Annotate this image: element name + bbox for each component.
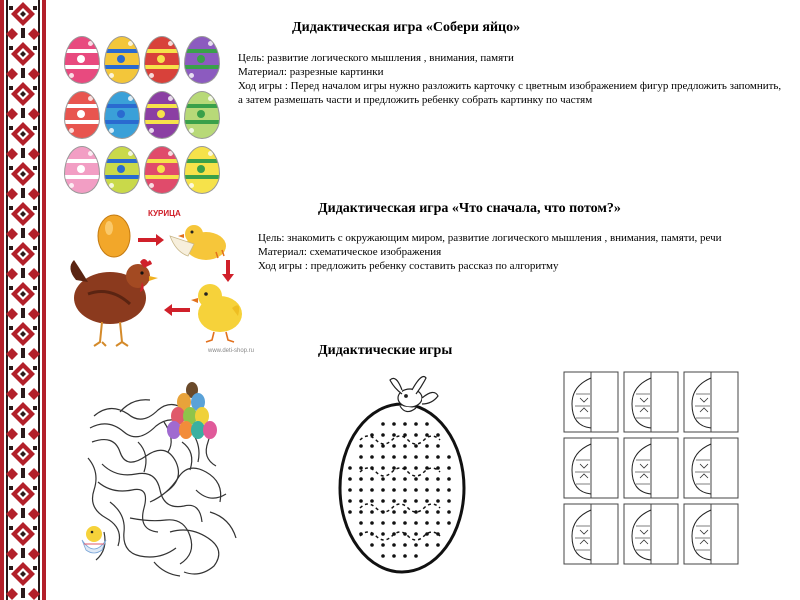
dot [414,444,418,448]
puzzle-cards-picture [562,370,746,574]
dot [403,510,407,514]
dot [414,543,418,547]
dot [436,488,440,492]
decorated-egg-icon [144,36,180,84]
dot [392,510,396,514]
chicken-sequence-picture [66,202,256,354]
dot [425,510,429,514]
dot [447,466,451,470]
dot [392,422,396,426]
dot [425,455,429,459]
dot [381,532,385,536]
dot [436,455,440,459]
dot [359,510,363,514]
section1-goal: Цель: развитие логического мышления , внимания, памяти [238,52,514,64]
eggs-picture [62,32,222,194]
chick-icon [191,284,242,342]
dot [381,521,385,525]
dot [436,543,440,547]
egg-outline [340,404,464,572]
dot [392,543,396,547]
section1-course-line1: Ход игры : Перед началом игры нужно разложить карточку с цветным изображением фигур предложить запомнить, [238,80,782,92]
dot [381,488,385,492]
dot [403,543,407,547]
dot [370,543,374,547]
dot [370,510,374,514]
decorated-egg-icon [104,36,140,84]
dot [392,521,396,525]
dot [392,499,396,503]
puzzle-card [684,372,738,432]
arrow-left-icon [164,304,190,316]
dot [359,488,363,492]
dot [381,499,385,503]
dot [403,477,407,481]
decorated-egg-icon [104,146,140,194]
section2-course: Ход игры : предложить ребенку составить рассказ по алгоритму [258,260,559,272]
dot [359,499,363,503]
golden-egg-icon [98,215,130,257]
dot [348,477,352,481]
dot [436,521,440,525]
dot [414,422,418,426]
section1-title: Дидактическая игра «Собери яйцо» [292,20,521,35]
decorated-egg-icon [144,91,180,139]
dot [381,554,385,558]
watermark: www.deti-shop.ru [208,348,255,354]
dot [381,422,385,426]
dot [381,433,385,437]
dot [370,499,374,503]
decorated-egg-icon [184,146,220,194]
dot [359,444,363,448]
dot [447,510,451,514]
section2-title: Дидактическая игра «Что сначала, что потом?» [318,201,621,216]
dot [359,477,363,481]
eggs-pile-icon [167,382,217,439]
dot [425,488,429,492]
dot [425,521,429,525]
arrow-down-icon [222,260,234,282]
dot [425,422,429,426]
decorated-egg-icon [184,91,220,139]
dot [359,521,363,525]
dot [447,521,451,525]
dot [403,499,407,503]
puzzle-card [624,438,678,498]
section1-course-line2: а затем размешать части и предложить ребенку собрать картинку по частям [238,94,593,106]
ornament-pattern [0,0,46,600]
dot [414,466,418,470]
dot [414,554,418,558]
puzzle-card [624,372,678,432]
dot [414,499,418,503]
decorated-egg-icon [104,91,140,139]
dot [392,488,396,492]
dot [392,477,396,481]
dot [392,466,396,470]
section1-material: Материал: разрезные картинки [238,66,384,78]
dot [414,488,418,492]
puzzle-card [624,504,678,564]
decorated-egg-icon [144,146,180,194]
dot [414,477,418,481]
dot [425,477,429,481]
section2-goal: Цель: знакомить с окружающим миром, развитие логического мышления , внимания, памяти, речи [258,232,722,244]
dot [414,521,418,525]
dot [403,521,407,525]
dot [414,455,418,459]
dot [403,455,407,459]
dot [425,444,429,448]
dot [436,477,440,481]
decorated-egg-icon [64,146,100,194]
dot [414,532,418,536]
puzzle-card [564,372,618,432]
dot [447,488,451,492]
dot [436,510,440,514]
dot [436,499,440,503]
dot [403,422,407,426]
hen-icon [70,259,158,346]
dot [403,554,407,558]
dot [447,455,451,459]
section3-title: Дидактические игры [318,343,453,358]
dot [359,455,363,459]
decorated-egg-icon [184,36,220,84]
dot [359,466,363,470]
arrow-right-icon [138,234,164,246]
dot [381,455,385,459]
dot [370,477,374,481]
dot [447,499,451,503]
dot [370,444,374,448]
dot [425,499,429,503]
dot [348,510,352,514]
dot [425,543,429,547]
dot [348,466,352,470]
dot [447,477,451,481]
hatching-chick-icon [170,225,226,260]
dot [392,554,396,558]
dot [348,488,352,492]
decorated-egg-icon [64,91,100,139]
dot [348,499,352,503]
dot [436,433,440,437]
puzzle-card [684,438,738,498]
dot [392,455,396,459]
dot [370,455,374,459]
dot [370,521,374,525]
maze-picture [80,382,270,582]
chick-in-egg-icon [82,526,106,553]
puzzle-card [684,504,738,564]
dot [392,444,396,448]
dot [381,466,385,470]
decorated-egg-icon [64,36,100,84]
dot [403,444,407,448]
ornamental-border [0,0,46,600]
dot [381,444,385,448]
puzzle-card [564,438,618,498]
puzzle-card [564,504,618,564]
dotted-egg-picture [330,368,480,580]
section2-material: Материал: схематическое изображения [258,246,442,258]
dot [403,488,407,492]
dot [414,433,418,437]
dot [436,466,440,470]
dot [381,543,385,547]
dot [381,477,385,481]
dot [370,488,374,492]
dot [436,444,440,448]
picture-label: КУРИЦА [148,209,181,218]
dot [392,433,396,437]
